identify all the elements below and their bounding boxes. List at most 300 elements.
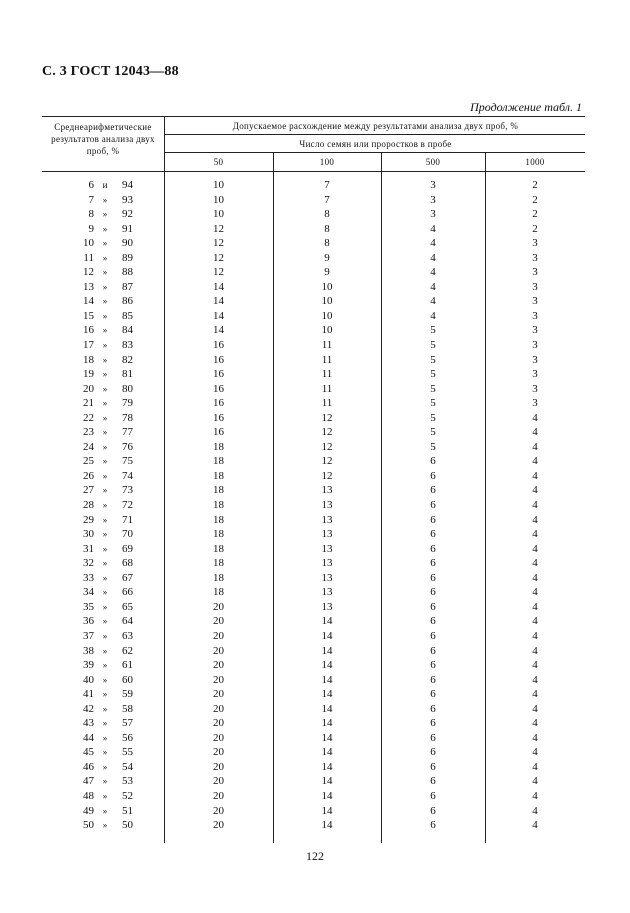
tolerance-1000: 3: [532, 397, 538, 410]
tolerance-50: 20: [213, 673, 224, 686]
row-separator: »: [102, 776, 108, 787]
tolerance-100: 11: [321, 353, 333, 366]
tolerance-100: 11: [321, 382, 333, 395]
tolerance-500: 6: [430, 586, 436, 599]
tolerance-500: 5: [430, 353, 436, 366]
tolerance-1000: 4: [532, 484, 538, 497]
row-mean-high: 53: [122, 775, 133, 788]
tolerance-50: 20: [213, 789, 224, 802]
tolerance-100: 13: [321, 586, 333, 599]
tolerance-500: 6: [430, 615, 436, 628]
table-row: [0, 600, 630, 615]
tolerance-500: 4: [430, 280, 436, 293]
row-mean-low: 30: [83, 528, 94, 541]
table-row: [0, 498, 630, 513]
tolerance-500: 6: [430, 600, 436, 613]
row-mean-low: 14: [83, 295, 94, 308]
row-mean-low: 37: [83, 629, 94, 642]
row-separator: »: [102, 296, 108, 307]
row-mean-high: 67: [122, 571, 133, 584]
tolerance-1000: 4: [532, 440, 538, 453]
tolerance-50: 20: [213, 760, 224, 773]
row-mean-high: 91: [122, 222, 133, 235]
tolerance-500: 5: [430, 397, 436, 410]
tolerance-1000: 3: [532, 266, 538, 279]
row-mean-low: 35: [83, 600, 94, 613]
tolerance-500: 6: [430, 469, 436, 482]
table-row: [0, 760, 630, 775]
tolerance-1000: 4: [532, 557, 538, 570]
row-mean-high: 93: [122, 193, 133, 206]
row-separator: »: [102, 514, 108, 525]
row-separator: »: [102, 718, 108, 729]
row-separator: »: [102, 732, 108, 743]
tolerance-500: 5: [430, 324, 436, 337]
tolerance-500: 4: [430, 309, 436, 322]
tolerance-500: 6: [430, 571, 436, 584]
row-mean-low: 39: [83, 659, 94, 672]
table-row: [0, 469, 630, 484]
tolerance-50: 12: [213, 266, 224, 279]
tolerance-100: 8: [324, 208, 330, 221]
tolerance-1000: 4: [532, 717, 538, 730]
tolerance-50: 20: [213, 600, 224, 613]
row-mean-high: 87: [122, 280, 133, 293]
table-row: [0, 789, 630, 804]
row-separator: »: [102, 340, 108, 351]
table-row: [0, 542, 630, 557]
table-row: [0, 702, 630, 717]
row-mean-low: 45: [83, 746, 94, 759]
row-separator: »: [102, 674, 108, 685]
row-mean-high: 81: [122, 368, 133, 381]
tolerance-500: 6: [430, 717, 436, 730]
row-mean-low: 28: [83, 499, 94, 512]
row-mean-high: 79: [122, 397, 133, 410]
table-row: [0, 731, 630, 746]
tolerance-1000: 3: [532, 353, 538, 366]
table-row: [0, 178, 630, 193]
tolerance-50: 12: [213, 251, 224, 264]
table-row: [0, 629, 630, 644]
tolerance-100: 10: [321, 324, 333, 337]
tolerance-1000: 4: [532, 789, 538, 802]
row-mean-low: 18: [83, 353, 94, 366]
tolerance-100: 14: [321, 746, 333, 759]
row-mean-high: 90: [122, 237, 133, 250]
row-separator: »: [102, 485, 108, 496]
tolerance-1000: 3: [532, 382, 538, 395]
tolerance-1000: 4: [532, 775, 538, 788]
tolerance-50: 18: [213, 469, 224, 482]
tolerance-50: 20: [213, 615, 224, 628]
table-row: [0, 440, 630, 455]
tolerance-100: 14: [321, 717, 333, 730]
table-row: [0, 774, 630, 789]
table-row: [0, 294, 630, 309]
row-mean-high: 50: [122, 819, 133, 832]
row-mean-high: 80: [122, 382, 133, 395]
table-row: [0, 585, 630, 600]
table-row: [0, 571, 630, 586]
subheader-rule: [164, 134, 585, 135]
row-mean-high: 83: [122, 339, 133, 352]
table-row: [0, 425, 630, 440]
tolerance-500: 6: [430, 804, 436, 817]
tolerance-50: 20: [213, 717, 224, 730]
tolerance-50: 18: [213, 440, 224, 453]
tolerance-500: 4: [430, 222, 436, 235]
row-separator: »: [102, 587, 108, 598]
table-row: [0, 323, 630, 338]
tolerance-1000: 4: [532, 629, 538, 642]
row-separator: »: [102, 790, 108, 801]
row-mean-high: 82: [122, 353, 133, 366]
page-number: 122: [306, 849, 324, 863]
table-body: [0, 178, 630, 833]
tolerance-1000: 4: [532, 528, 538, 541]
tolerance-1000: 3: [532, 309, 538, 322]
tolerance-500: 5: [430, 411, 436, 424]
tolerance-50: 20: [213, 775, 224, 788]
row-mean-low: 31: [83, 542, 94, 555]
tolerance-50: 10: [213, 193, 224, 206]
row-mean-low: 29: [83, 513, 94, 526]
row-separator: »: [102, 572, 108, 583]
tolerance-1000: 3: [532, 251, 538, 264]
tolerance-50: 10: [213, 208, 224, 221]
row-separator: »: [102, 281, 108, 292]
row-mean-high: 85: [122, 309, 133, 322]
tolerance-50: 20: [213, 804, 224, 817]
tolerance-500: 6: [430, 644, 436, 657]
row-mean-low: 10: [83, 237, 94, 250]
row-mean-low: 50: [83, 819, 94, 832]
tolerance-500: 3: [430, 193, 436, 206]
tolerance-500: 6: [430, 746, 436, 759]
row-mean-high: 68: [122, 557, 133, 570]
tolerance-100: 14: [321, 819, 333, 832]
tolerance-500: 4: [430, 251, 436, 264]
table-row: [0, 236, 630, 251]
row-mean-high: 76: [122, 440, 133, 453]
tolerance-50: 16: [213, 426, 224, 439]
tolerance-50: 18: [213, 484, 224, 497]
tolerance-1000: 2: [532, 208, 538, 221]
tolerance-500: 6: [430, 760, 436, 773]
row-mean-high: 94: [122, 179, 133, 191]
tolerance-1000: 4: [532, 455, 538, 468]
table-row: [0, 338, 630, 353]
tolerance-500: 6: [430, 528, 436, 541]
tolerance-1000: 3: [532, 295, 538, 308]
tolerance-50: 16: [213, 397, 224, 410]
tolerance-1000: 4: [532, 411, 538, 424]
table-row: [0, 454, 630, 469]
row-separator: »: [102, 616, 108, 627]
row-separator: и: [102, 180, 108, 190]
row-separator: »: [102, 310, 108, 321]
tolerance-100: 11: [321, 368, 333, 381]
tolerance-500: 6: [430, 775, 436, 788]
page-header: С. 3 ГОСТ 12043—88: [42, 64, 179, 79]
row-mean-high: 77: [122, 426, 133, 439]
tolerance-50: 18: [213, 499, 224, 512]
tolerance-50: 18: [213, 571, 224, 584]
row-separator: »: [102, 470, 108, 481]
sample-size-50: 50: [213, 157, 224, 167]
row-separator: »: [102, 500, 108, 511]
tolerance-50: 18: [213, 455, 224, 468]
tolerance-1000: 4: [532, 731, 538, 744]
row-mean-high: 75: [122, 455, 133, 468]
row-mean-high: 71: [122, 513, 133, 526]
row-mean-high: 72: [122, 499, 133, 512]
tolerance-100: 14: [321, 615, 333, 628]
tolerance-100: 10: [321, 280, 333, 293]
row-mean-high: 56: [122, 731, 133, 744]
tolerance-100: 14: [321, 775, 333, 788]
row-mean-low: 8: [88, 208, 94, 221]
tolerance-100: 12: [321, 455, 333, 468]
row-mean-low: 7: [88, 193, 94, 206]
row-separator: »: [102, 252, 108, 263]
tolerance-50: 20: [213, 659, 224, 672]
row-mean-high: 58: [122, 702, 133, 715]
tolerance-50: 16: [213, 353, 224, 366]
tolerance-100: 14: [321, 673, 333, 686]
table-row: [0, 207, 630, 222]
tolerance-500: 6: [430, 659, 436, 672]
tolerance-1000: 2: [532, 193, 538, 206]
tolerance-100: 14: [321, 804, 333, 817]
tolerance-100: 12: [321, 426, 333, 439]
table-row: [0, 353, 630, 368]
tolerance-50: 12: [213, 237, 224, 250]
tolerance-100: 14: [321, 760, 333, 773]
row-mean-high: 89: [122, 251, 133, 264]
tolerance-50: 14: [213, 309, 224, 322]
sub-header: Число семян или проростков в пробе: [299, 139, 452, 149]
row-mean-low: 27: [83, 484, 94, 497]
tolerance-500: 6: [430, 513, 436, 526]
row-separator: »: [102, 398, 108, 409]
tolerance-50: 14: [213, 280, 224, 293]
row-separator: »: [102, 441, 108, 452]
row-separator: »: [102, 427, 108, 438]
row-mean-high: 57: [122, 717, 133, 730]
row-mean-high: 92: [122, 208, 133, 221]
tolerance-50: 18: [213, 513, 224, 526]
row-mean-high: 62: [122, 644, 133, 657]
tolerance-1000: 4: [532, 688, 538, 701]
row-mean-high: 55: [122, 746, 133, 759]
row-mean-low: 34: [83, 586, 94, 599]
tolerance-500: 3: [430, 208, 436, 221]
row-separator: »: [102, 456, 108, 467]
tolerance-500: 6: [430, 789, 436, 802]
tolerance-1000: 3: [532, 280, 538, 293]
row-separator: »: [102, 543, 108, 554]
row-mean-low: 48: [83, 789, 94, 802]
row-mean-high: 51: [122, 804, 133, 817]
tolerance-1000: 3: [532, 368, 538, 381]
tolerance-500: 6: [430, 557, 436, 570]
table-row: [0, 193, 630, 208]
tolerance-500: 5: [430, 426, 436, 439]
tolerance-500: 6: [430, 673, 436, 686]
table-row: [0, 687, 630, 702]
sample-size-100: 100: [319, 157, 335, 167]
row-mean-high: 84: [122, 324, 133, 337]
table-row: [0, 396, 630, 411]
row-mean-low: 13: [83, 280, 94, 293]
row-separator: »: [102, 223, 108, 234]
tolerance-100: 10: [321, 295, 333, 308]
tolerance-1000: 4: [532, 426, 538, 439]
row-separator: »: [102, 689, 108, 700]
table-row: [0, 222, 630, 237]
row-mean-low: 11: [83, 251, 94, 264]
tolerance-1000: 4: [532, 760, 538, 773]
tolerance-500: 6: [430, 542, 436, 555]
tolerance-500: 5: [430, 339, 436, 352]
row-mean-high: 52: [122, 789, 133, 802]
row-separator: »: [102, 558, 108, 569]
row-mean-low: 12: [83, 266, 94, 279]
tolerance-1000: 4: [532, 586, 538, 599]
tolerance-1000: 3: [532, 324, 538, 337]
tolerance-50: 18: [213, 542, 224, 555]
tolerance-50: 18: [213, 557, 224, 570]
tolerance-50: 16: [213, 411, 224, 424]
row-separator: »: [102, 238, 108, 249]
row-mean-high: 64: [122, 615, 133, 628]
tolerance-500: 4: [430, 295, 436, 308]
row-mean-low: 6: [88, 179, 94, 191]
tolerance-100: 8: [324, 237, 330, 250]
row-separator: »: [102, 805, 108, 816]
row-mean-high: 69: [122, 542, 133, 555]
tolerance-100: 13: [321, 484, 333, 497]
row-mean-low: 44: [83, 731, 94, 744]
tolerance-50: 20: [213, 731, 224, 744]
tolerance-500: 4: [430, 237, 436, 250]
tolerance-100: 14: [321, 789, 333, 802]
row-mean-low: 40: [83, 673, 94, 686]
row-separator: »: [102, 325, 108, 336]
tolerance-1000: 3: [532, 339, 538, 352]
table-row: [0, 527, 630, 542]
tolerance-50: 18: [213, 528, 224, 541]
tolerance-1000: 3: [532, 237, 538, 250]
tolerance-1000: 4: [532, 615, 538, 628]
table-row: [0, 716, 630, 731]
row-mean-high: 88: [122, 266, 133, 279]
tolerance-50: 14: [213, 324, 224, 337]
tolerance-100: 14: [321, 644, 333, 657]
row-mean-low: 49: [83, 804, 94, 817]
row-separator: »: [102, 645, 108, 656]
tolerance-500: 6: [430, 455, 436, 468]
tolerance-1000: 4: [532, 746, 538, 759]
tolerance-100: 9: [324, 251, 330, 264]
table-row: [0, 673, 630, 688]
tolerance-1000: 4: [532, 571, 538, 584]
tolerance-100: 12: [321, 440, 333, 453]
table-row: [0, 309, 630, 324]
tolerance-50: 14: [213, 295, 224, 308]
tolerance-500: 6: [430, 702, 436, 715]
row-separator: »: [102, 383, 108, 394]
table-row: [0, 382, 630, 397]
tolerance-1000: 4: [532, 804, 538, 817]
span-header: Допускаемое расхождение между результатами анализа двух проб, %: [232, 121, 519, 131]
tolerance-100: 7: [324, 179, 330, 191]
tolerance-50: 20: [213, 746, 224, 759]
table-row: [0, 251, 630, 266]
tolerance-50: 20: [213, 629, 224, 642]
row-mean-low: 43: [83, 717, 94, 730]
tolerance-500: 6: [430, 629, 436, 642]
tolerance-50: 18: [213, 586, 224, 599]
row-mean-low: 17: [83, 339, 94, 352]
row-mean-high: 78: [122, 411, 133, 424]
row-separator: »: [102, 703, 108, 714]
sample-size-rule: [164, 152, 585, 153]
row-separator: »: [102, 820, 108, 831]
row-separator: »: [102, 660, 108, 671]
tolerance-50: 16: [213, 368, 224, 381]
header-bottom-rule: [42, 171, 585, 172]
row-mean-high: 66: [122, 586, 133, 599]
tolerance-50: 16: [213, 382, 224, 395]
tolerance-100: 13: [321, 499, 333, 512]
row-mean-low: 24: [83, 440, 94, 453]
row-mean-low: 32: [83, 557, 94, 570]
table-row: [0, 614, 630, 629]
tolerance-100: 10: [321, 309, 333, 322]
table-row: [0, 644, 630, 659]
table-row: [0, 513, 630, 528]
tolerance-1000: 4: [532, 659, 538, 672]
tolerance-100: 14: [321, 702, 333, 715]
tolerance-500: 3: [430, 179, 436, 191]
tolerance-50: 10: [213, 179, 224, 191]
row-mean-low: 41: [83, 688, 94, 701]
row-mean-low: 38: [83, 644, 94, 657]
tolerance-1000: 4: [532, 600, 538, 613]
tolerance-1000: 4: [532, 499, 538, 512]
row-separator: »: [102, 267, 108, 278]
row-mean-low: 36: [83, 615, 94, 628]
row-mean-high: 73: [122, 484, 133, 497]
tolerance-100: 14: [321, 629, 333, 642]
tolerance-100: 13: [321, 600, 333, 613]
tolerance-1000: 4: [532, 542, 538, 555]
tolerance-100: 11: [321, 339, 333, 352]
sample-size-1000: 1000: [525, 157, 545, 167]
tolerance-1000: 4: [532, 673, 538, 686]
tolerance-100: 11: [321, 397, 333, 410]
row-mean-low: 23: [83, 426, 94, 439]
tolerance-100: 13: [321, 542, 333, 555]
table-row: [0, 411, 630, 426]
row-separator: »: [102, 761, 108, 772]
tolerance-100: 14: [321, 688, 333, 701]
table-row: [0, 280, 630, 295]
tolerance-100: 13: [321, 513, 333, 526]
